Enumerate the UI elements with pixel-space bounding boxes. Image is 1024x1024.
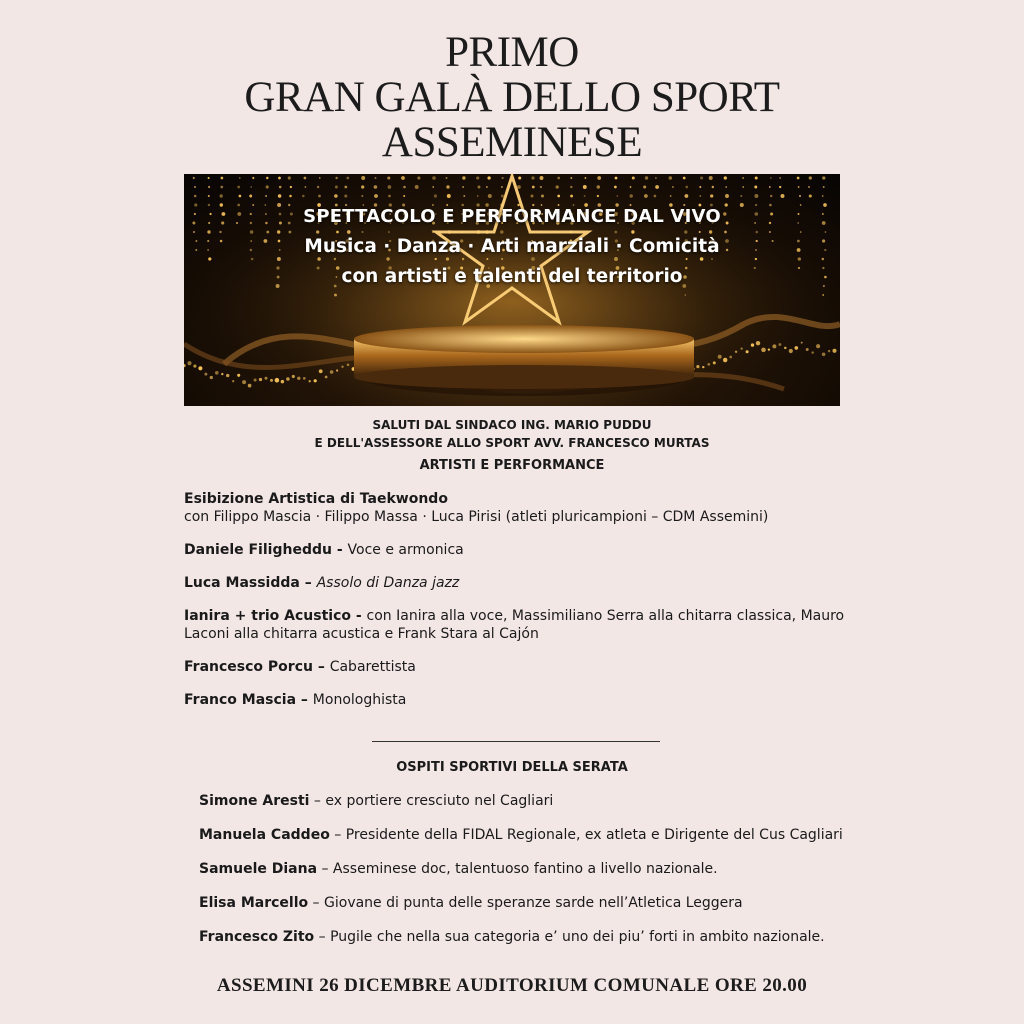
light-bulb [645, 176, 648, 179]
light-bulb [275, 378, 280, 383]
light-bulb [336, 369, 338, 371]
light-bulb [403, 186, 406, 189]
light-bulb [208, 186, 210, 188]
light-bulb [208, 195, 210, 197]
light-bulb [476, 176, 479, 179]
guest-item [199, 894, 879, 912]
guest-name: Simone Aresti [199, 793, 310, 809]
light-bulb [655, 177, 657, 179]
light-bulb [779, 177, 781, 179]
light-bulb [198, 366, 202, 370]
guest-desc: – Pugile che nella sua categoria e’ uno dei piu’ forti in ambito nazionale. [314, 929, 825, 945]
event-title [0, 30, 1024, 165]
guest-item [199, 826, 879, 844]
light-bulb [723, 358, 727, 362]
light-bulb [531, 176, 534, 179]
light-bulb [278, 177, 281, 180]
light-bulb [801, 342, 803, 344]
light-bulb [361, 195, 363, 197]
light-bulb [346, 177, 349, 180]
light-bulb [725, 194, 729, 198]
light-bulb [532, 186, 535, 189]
artist-name: Francesco Porcu [184, 659, 313, 675]
light-bulb [486, 186, 488, 188]
artist-desc: Voce e armonica [347, 542, 464, 558]
light-bulb [540, 186, 542, 188]
artist-separator: - [331, 542, 348, 558]
light-bulb [347, 364, 350, 367]
light-bulb [447, 194, 451, 198]
light-bulb [249, 195, 252, 198]
light-bulb [252, 177, 254, 179]
light-bulb [304, 186, 306, 188]
light-bulb [797, 177, 800, 180]
light-bulb [729, 356, 732, 359]
light-bulb [570, 195, 573, 198]
light-bulb [215, 371, 219, 375]
light-bulb [570, 177, 572, 179]
light-bulb [823, 186, 825, 188]
light-bulb [501, 186, 503, 188]
light-bulb [712, 186, 714, 188]
artist-item [184, 490, 854, 526]
light-bulb [463, 195, 465, 197]
light-bulb [630, 186, 632, 188]
light-bulb [278, 194, 281, 197]
artist-name: Ianira + trio Acustico [184, 608, 351, 624]
light-bulb [375, 177, 377, 179]
light-bulb [655, 185, 659, 189]
light-bulb [289, 195, 292, 198]
banner-line-2: Musica · Danza · Arti marziali · Comicità [304, 236, 720, 257]
light-bulb [344, 194, 347, 197]
light-bulb [629, 194, 632, 197]
light-bulb [417, 176, 420, 179]
light-bulb [746, 350, 749, 353]
artist-name: Esibizione Artistica di Taekwondo [184, 491, 448, 507]
light-bulb [335, 186, 338, 189]
light-bulb [768, 348, 770, 350]
artist-desc: con Ianira alla voce, Massimiliano Serra alla chitarra classica, Mauro Laconi alla chitarra acustica e Frank Stara al Cajón [184, 608, 845, 642]
light-bulb [808, 186, 810, 188]
artist-separator: – [296, 692, 313, 708]
light-bulb [221, 177, 224, 180]
section-divider [372, 741, 660, 742]
light-bulb [710, 194, 713, 197]
banner-image [184, 174, 840, 406]
light-bulb [822, 176, 825, 179]
light-bulb [432, 176, 436, 180]
light-bulb [557, 195, 560, 198]
light-bulb [556, 185, 559, 188]
light-bulb [401, 176, 405, 180]
light-bulb [344, 186, 347, 189]
light-bulb [314, 379, 317, 382]
light-bulb [699, 186, 701, 188]
light-bulb [309, 380, 311, 382]
light-bulb [265, 195, 267, 197]
light-bulb [415, 185, 419, 189]
guest-desc: – Giovane di punta delle speranze sarde nell’Atletica Leggera [308, 895, 743, 911]
light-bulb [477, 195, 479, 197]
light-bulb [250, 186, 252, 188]
guest-item [199, 928, 879, 946]
light-bulb [239, 177, 241, 179]
light-bulb [361, 176, 365, 180]
light-bulb [700, 176, 703, 179]
guest-item [199, 792, 879, 810]
light-bulb [735, 351, 737, 353]
light-bulb [684, 294, 686, 296]
light-bulb [388, 185, 392, 189]
light-bulb [226, 374, 229, 377]
light-bulb [220, 186, 223, 189]
artist-separator: - [350, 608, 367, 624]
light-bulb [784, 347, 787, 350]
light-bulb [713, 361, 716, 364]
light-bulb [334, 194, 338, 198]
guest-desc: – Presidente della FIDAL Regionale, ex atleta e Dirigente del Cus Cagliari [329, 827, 843, 843]
light-bulb [789, 349, 793, 353]
light-bulb [220, 194, 223, 197]
light-bulb [374, 185, 378, 189]
light-bulb [751, 343, 754, 346]
light-bulb [237, 374, 240, 377]
light-bulb [303, 377, 306, 380]
light-bulb [811, 351, 813, 353]
light-bulb [828, 350, 830, 352]
light-bulb [770, 177, 772, 179]
light-bulb [432, 186, 434, 188]
artist-item [184, 574, 854, 592]
light-bulb [248, 384, 252, 388]
light-bulb [754, 186, 757, 189]
light-bulb [670, 195, 672, 197]
light-bulb [557, 177, 560, 180]
light-bulb [725, 186, 727, 188]
artist-name: Daniele Filigheddu [184, 542, 332, 558]
light-bulb [632, 177, 635, 180]
guest-desc: – ex portiere cresciuto nel Cagliari [309, 793, 554, 809]
light-bulb [270, 379, 273, 382]
light-bulb [266, 185, 269, 188]
light-bulb [232, 380, 234, 382]
artist-desc: Assolo di Danza jazz [316, 575, 460, 591]
guest-desc: – Asseminese doc, talentuoso fantino a livello nazionale. [317, 861, 718, 877]
light-bulb [822, 195, 824, 197]
light-bulb [517, 185, 521, 189]
light-bulb [615, 177, 618, 180]
light-bulb [478, 186, 481, 189]
light-bulb [518, 176, 521, 179]
light-bulb [742, 177, 744, 179]
light-bulb [816, 344, 820, 348]
light-bulb [330, 370, 334, 374]
artist-item [184, 541, 854, 559]
light-bulb [279, 186, 282, 189]
light-bulb [707, 363, 710, 366]
banner-line-1: SPETTACOLO E PERFORMANCE DAL VIVO [303, 206, 721, 227]
light-bulb [374, 194, 378, 198]
light-bulb [809, 194, 812, 197]
light-bulb [597, 176, 601, 180]
light-bulb [488, 194, 492, 198]
light-bulb [237, 186, 240, 189]
guest-item [199, 860, 879, 878]
light-bulb [266, 177, 268, 179]
light-bulb [259, 378, 262, 381]
light-bulb [756, 341, 760, 345]
light-bulb [740, 195, 742, 197]
light-bulb [204, 373, 207, 376]
light-bulb [672, 186, 674, 188]
light-bulb [809, 176, 812, 179]
light-bulb [341, 365, 343, 367]
light-bulb [388, 195, 391, 198]
light-bulb [254, 378, 257, 381]
light-bulb [325, 376, 328, 379]
light-bulb [531, 195, 534, 198]
artist-separator: – [312, 659, 330, 675]
light-bulb [208, 177, 210, 179]
artist-item [184, 691, 854, 709]
guest-name: Francesco Zito [199, 929, 315, 945]
greetings [0, 416, 1024, 452]
light-bulb [387, 176, 390, 179]
event-footer: ASSEMINI 26 DICEMBRE AUDITORIUM COMUNALE ORE 20.00 [216, 975, 808, 996]
light-bulb [319, 177, 321, 179]
light-bulb [319, 369, 323, 373]
light-bulb [288, 176, 291, 179]
light-bulb [772, 344, 776, 348]
light-bulb [462, 186, 464, 188]
light-bulb [742, 186, 744, 188]
light-bulb [281, 380, 285, 384]
light-bulb [699, 195, 701, 197]
light-bulb [702, 366, 704, 368]
light-bulb [286, 377, 290, 381]
light-bulb [239, 195, 242, 198]
light-bulb [194, 195, 197, 198]
light-bulb [297, 377, 300, 380]
light-bulb [334, 294, 337, 297]
banner-text [184, 202, 840, 292]
light-bulb [193, 177, 195, 179]
light-bulb [654, 195, 657, 198]
light-bulb [540, 176, 544, 180]
light-bulb [403, 195, 405, 197]
light-bulb [434, 194, 437, 197]
light-bulb [584, 177, 586, 179]
light-bulb [446, 177, 448, 179]
light-bulb [643, 186, 646, 189]
light-bulb [501, 194, 504, 197]
light-bulb [644, 194, 648, 198]
light-bulb [685, 186, 688, 189]
light-bulb [755, 177, 758, 180]
light-bulb [683, 177, 686, 180]
artists-heading: ARTISTI E PERFORMANCE [419, 458, 605, 473]
light-bulb [724, 176, 727, 179]
light-bulb [799, 195, 801, 197]
light-bulb [462, 176, 465, 179]
light-bulb [541, 195, 544, 198]
guest-name: Elisa Marcello [199, 895, 309, 911]
greetings-line-1: SALUTI DAL SINDACO ING. MARIO PUDDU [372, 418, 652, 432]
light-bulb [221, 373, 223, 375]
light-bulb [317, 186, 319, 188]
artist-desc: Monologhista [312, 692, 407, 708]
light-bulb [769, 186, 771, 188]
light-bulb [335, 177, 337, 179]
title-line-1: PRIMO [445, 29, 579, 76]
light-bulb [597, 195, 599, 197]
artist-item [184, 607, 854, 643]
light-bulb [210, 376, 213, 379]
light-bulb [718, 355, 722, 359]
light-bulb [778, 343, 781, 346]
light-bulb [361, 185, 364, 188]
light-bulb [794, 346, 798, 350]
guests-heading: OSPITI SPORTIVI DELLA SERATA [396, 760, 628, 775]
artist-name: Franco Mascia [184, 692, 297, 708]
light-bulb [709, 176, 713, 180]
guests-list [199, 792, 879, 962]
title-line-3: ASSEMINESE [381, 119, 643, 166]
artist-separator: – [299, 575, 317, 591]
light-bulb [685, 194, 689, 198]
light-bulb [584, 195, 586, 197]
light-bulb [194, 186, 196, 188]
light-bulb [806, 348, 809, 351]
light-bulb [822, 352, 826, 356]
artist-item [184, 658, 854, 676]
light-bulb [669, 176, 673, 180]
light-bulb [770, 195, 772, 197]
artist-desc: con Filippo Mascia · Filippo Massa · Luca Pirisi (atleti pluricampioni – CDM Assemini) [184, 509, 769, 525]
light-bulb [754, 194, 758, 198]
light-bulb [781, 194, 785, 198]
title-line-2: GRAN GALÀ DELLO SPORT [244, 74, 780, 121]
light-bulb [318, 195, 321, 198]
light-bulb [583, 185, 587, 189]
light-bulb [187, 361, 191, 365]
guest-name: Manuela Caddeo [199, 827, 330, 843]
light-bulb [446, 185, 449, 188]
light-bulb [570, 186, 572, 188]
light-bulb [292, 375, 295, 378]
artist-desc: Cabarettista [329, 659, 416, 675]
light-bulb [832, 349, 836, 353]
artist-name: Luca Massidda [184, 575, 300, 591]
banner-line-3: con artisti e talenti del territorio [341, 266, 683, 287]
light-bulb [616, 195, 618, 197]
light-bulb [798, 186, 800, 188]
light-bulb [193, 365, 196, 368]
light-bulb [741, 348, 743, 350]
light-bulb [302, 195, 305, 198]
greetings-line-2: E DELL'ASSESSORE ALLO SPORT AVV. FRANCESCO MURTAS [314, 436, 710, 450]
guest-name: Samuele Diana [199, 861, 318, 877]
light-bulb [487, 176, 490, 179]
light-bulb [779, 186, 781, 188]
light-bulb [696, 365, 699, 368]
light-bulb [761, 348, 766, 353]
light-bulb [304, 177, 307, 180]
light-bulb [597, 185, 600, 188]
light-bulb [614, 186, 617, 189]
light-bulb [242, 380, 246, 384]
light-bulb [822, 294, 824, 296]
light-bulb [265, 377, 268, 380]
light-bulb [290, 186, 292, 188]
light-bulb [501, 177, 503, 179]
artists-list [184, 490, 854, 724]
